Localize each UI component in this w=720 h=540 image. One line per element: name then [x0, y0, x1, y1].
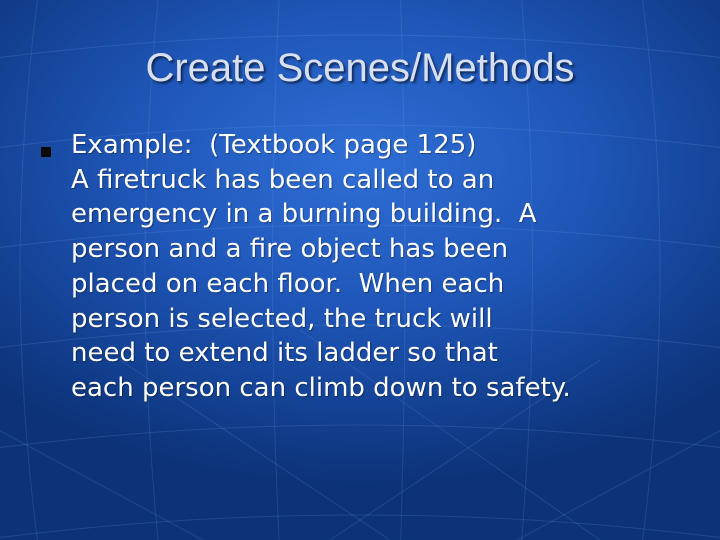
bullet-line: Example: (Textbook page 125)	[71, 130, 477, 160]
bullet-line: placed on each floor. When each	[71, 268, 505, 299]
bullet-line: need to extend its ladder so that	[71, 338, 498, 369]
bullet-line: A firetruck has been called to an	[71, 164, 495, 195]
bullet-line: emergency in a burning building. A	[71, 199, 537, 230]
bullet-text	[71, 128, 711, 406]
slide-title: Create Scenes/Methods	[145, 46, 575, 90]
bullet-line: person and a fire object has been	[71, 234, 509, 265]
bullet-line: each person can climb down to safety.	[71, 372, 571, 403]
bullet-line: person is selected, the truck will	[71, 303, 493, 334]
square-bullet-icon	[41, 147, 51, 157]
